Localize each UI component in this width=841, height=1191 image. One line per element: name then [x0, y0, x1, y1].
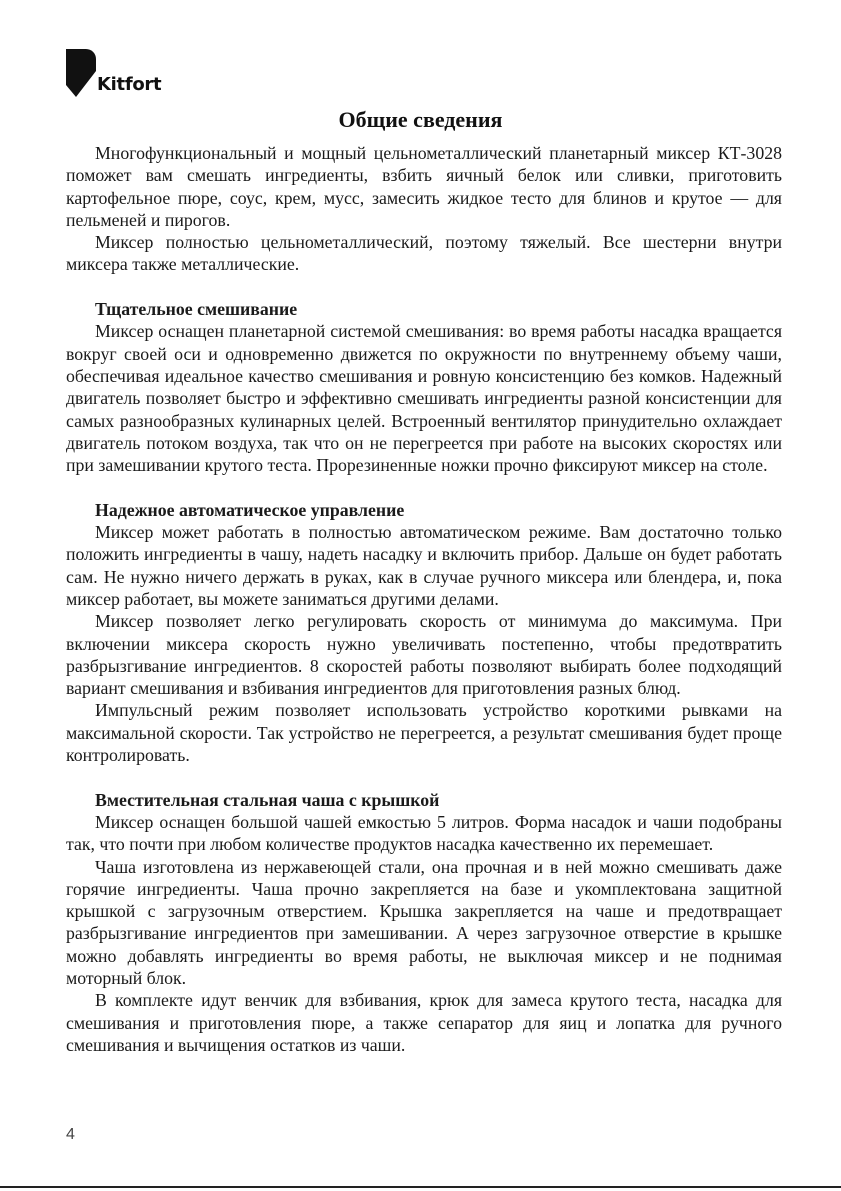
section-paragraph: Чаша изготовлена из нержавеющей стали, она прочная и в ней можно смешивать даже горячие ингредиенты. Чаша прочно закрепляется на базе и укомплектована защитной крышкой с загрузочным отверстием. Крышка закрепляется на чаше и предотвращает разбрызгивание ингредиентов при замешивании. А через загрузочное отверстие в крышке можно добавлять ингредиенты во время работы, не выключая миксер и не поднимая моторный блок.	[66, 856, 782, 988]
section-paragraph: Миксер позволяет легко регулировать скорость от минимума до максимума. При включении миксера скорость нужно увеличивать постепенно, чтобы предотвратить разбрызгивание ингредиентов. 8 скоростей работы позволяют выбирать более подходящий вариант смешивания и взбивания ингредиентов для приготовления разных блюд.	[66, 611, 782, 699]
section-paragraph: Импульсный режим позволяет использовать устройство короткими рывками на максимальной скорости. Так устройство не перегреется, а результат смешивания будет проще контролировать.	[66, 700, 782, 766]
brand-name: Kitfort	[97, 74, 162, 95]
kitfort-logo-icon	[66, 49, 96, 97]
section-paragraph: Миксер оснащен большой чашей емкостью 5 литров. Форма насадок и чаши подобраны так, что почти при любом количестве продуктов насадка качественно их перемешает.	[66, 811, 782, 855]
page-title: Общие сведения	[338, 106, 503, 132]
intro-paragraph: Миксер полностью цельнометаллический, поэтому тяжелый. Все шестерни внутри миксера также металлические.	[66, 232, 782, 275]
intro-paragraph: Многофункциональный и мощный цельнометаллический планетарный миксер КТ-3028 поможет вам смешать ингредиенты, взбить яичный белок или сливки, приготовить картофельное пюре, соус, крем, мусс, замесить жидкое тесто для блинов и крутое — для пельменей и пирогов.	[66, 143, 782, 230]
section-paragraph: В комплекте идут венчик для взбивания, крюк для замеса крутого теста, насадка для смешивания и приготовления пюре, а также сепаратор для яиц и лопатка для ручного смешивания и вычищения остатков из чаши.	[66, 990, 782, 1055]
kitfort-logo	[66, 49, 176, 99]
bottom-rule	[0, 1186, 841, 1188]
section-paragraph: Миксер оснащен планетарной системой смешивания: во время работы насадка вращается вокруг своей оси и одновременно движется по окружности по внутреннему объему чаши, обеспечивая идеальное качество смешивания и ровную консистенцию без комков. Надежный двигатель позволяет быстро и эффективно смешивать ингредиенты разной консистенции для самых разнообразных кулинарных целей. Встроенный вентилятор принудительно охлаждает двигатель потоком воздуха, так что он не перегреется при работе на высоких скоростях или при замешивании крутого теста. Прорезиненные ножки прочно фиксируют миксер на столе.	[66, 321, 782, 476]
document-body	[66, 142, 782, 1056]
section-paragraph: Миксер может работать в полностью автоматическом режиме. Вам достаточно только положить ингредиенты в чашу, надеть насадку и включить прибор. Дальше он будет работать сам. Не нужно ничего держать в руках, как в случае ручного миксера или блендера, и, пока миксер работает, вы можете заниматься другими делами.	[66, 522, 782, 609]
section-heading: Надежное автоматическое управление	[95, 499, 405, 520]
section-heading: Вместительная стальная чаша с крышкой	[95, 789, 440, 810]
page-number: 4	[66, 1126, 75, 1143]
section-heading: Тщательное смешивание	[95, 299, 298, 320]
